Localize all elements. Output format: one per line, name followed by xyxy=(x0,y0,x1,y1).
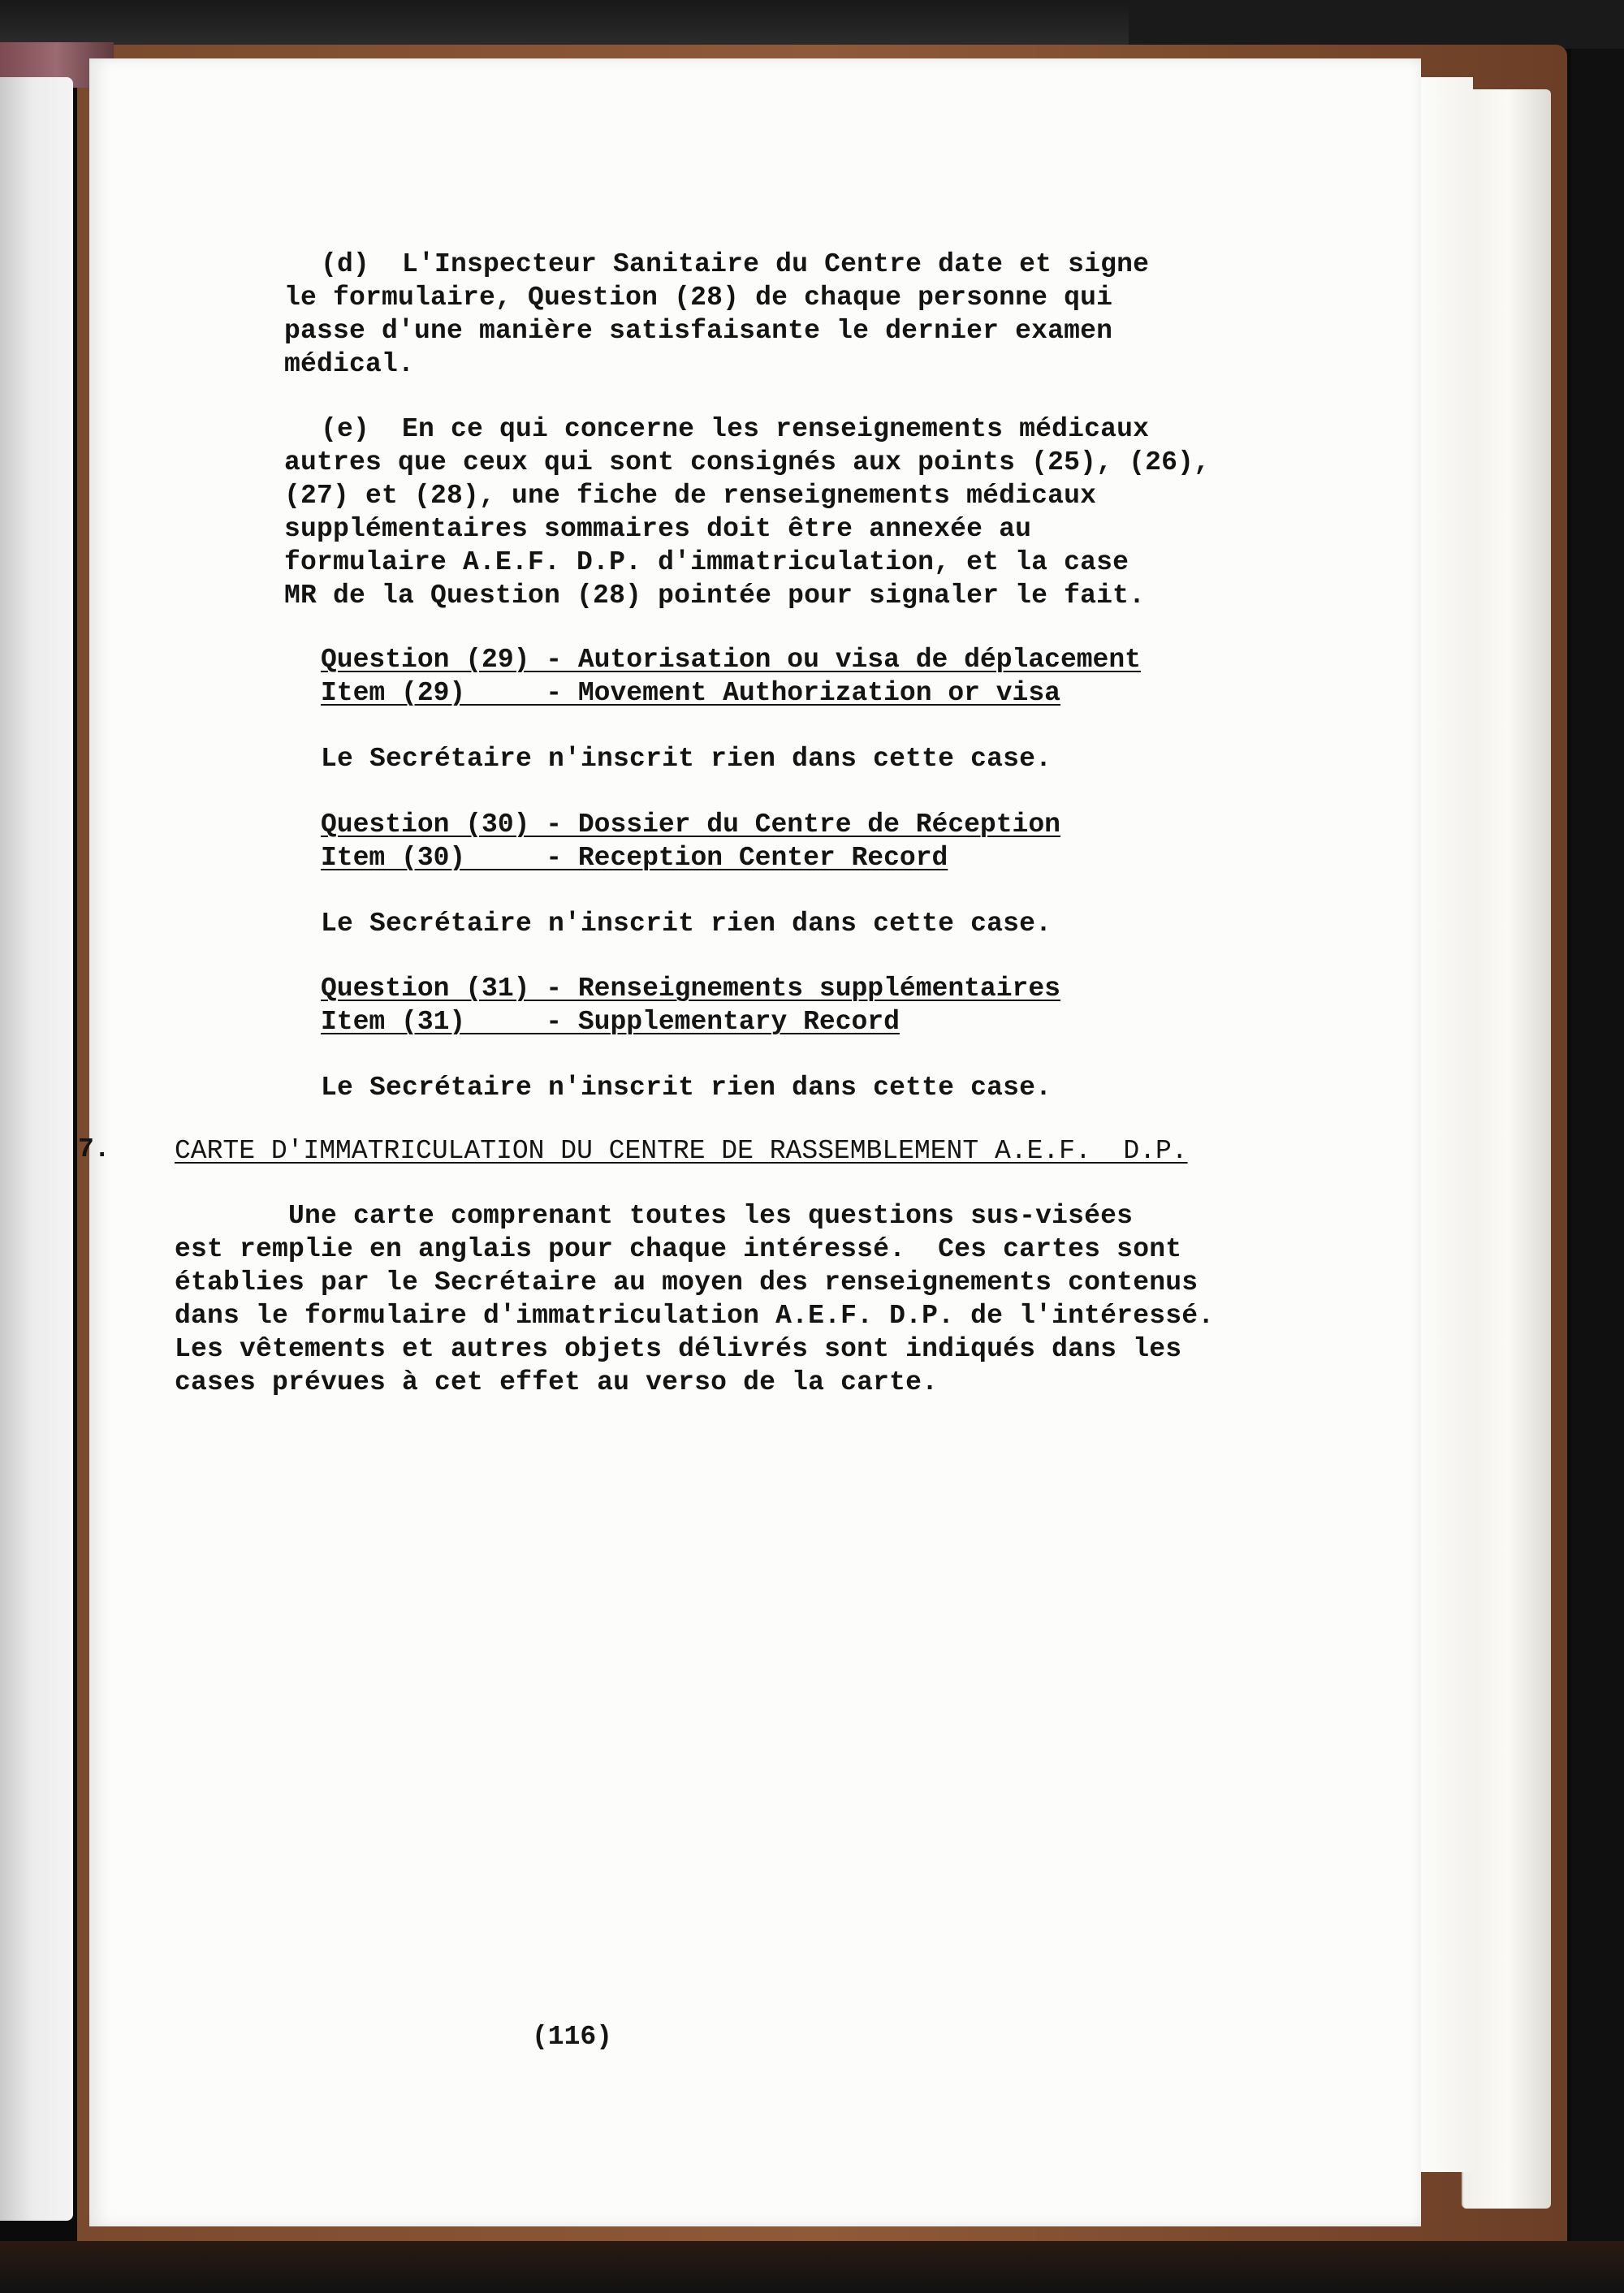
page-stack-edge xyxy=(1462,89,1551,2209)
background-bottom xyxy=(0,2241,1624,2293)
para-carte-line-5: Les vêtements et autres objets délivrés sont indiqués dans les xyxy=(175,1334,1182,1364)
item-31-heading: Item (31) - Supplementary Record xyxy=(321,1007,900,1037)
question-29-note: Le Secrétaire n'inscrit rien dans cette case. xyxy=(321,744,1052,774)
para-carte-line-4: dans le formulaire d'immatriculation A.E.F. D.P. de l'intéressé. xyxy=(175,1301,1215,1331)
para-e-line-5: formulaire A.E.F. D.P. d'immatriculation, et la case xyxy=(284,547,1129,577)
para-carte-line-1: Une carte comprenant toutes les questions sus-visées xyxy=(175,1201,1134,1231)
background-right xyxy=(1571,49,1624,2293)
question-31-note: Le Secrétaire n'inscrit rien dans cette case. xyxy=(321,1073,1052,1103)
para-d-line-2: le formulaire, Question (28) de chaque personne qui xyxy=(284,283,1113,313)
para-d-line-3: passe d'une manière satisfaisante le dernier examen xyxy=(284,316,1113,346)
para-carte-line-3: établies par le Secrétaire au moyen des renseignements contenus xyxy=(175,1267,1199,1298)
question-30-note: Le Secrétaire n'inscrit rien dans cette case. xyxy=(321,909,1052,939)
left-facing-page xyxy=(0,77,73,2221)
para-d-line-1: (d) L'Inspecteur Sanitaire du Centre date et signe xyxy=(321,249,1150,279)
para-e-line-4: supplémentaires sommaires doit être annexée au xyxy=(284,514,1032,544)
para-e-line-6: MR de la Question (28) pointée pour signaler le fait. xyxy=(284,581,1146,611)
page-number: (116) xyxy=(532,2022,613,2052)
background-top-right xyxy=(1129,0,1624,49)
page-stack-edge-inner xyxy=(1413,77,1473,2172)
question-31-heading: Question (31) - Renseignements supplémentaires xyxy=(321,974,1060,1004)
para-carte-line-2: est remplie en anglais pour chaque intéressé. Ces cartes sont xyxy=(175,1234,1182,1264)
para-e-line-1: (e) En ce qui concerne les renseignements médicaux xyxy=(321,414,1150,444)
question-30-heading: Question (30) - Dossier du Centre de Réception xyxy=(321,810,1060,840)
para-d-line-4: médical. xyxy=(284,349,415,379)
para-e-line-2: autres que ceux qui sont consignés aux points (25), (26), xyxy=(284,447,1211,477)
item-30-heading: Item (30) - Reception Center Record xyxy=(321,843,948,873)
para-carte-line-6: cases prévues à cet effet au verso de la carte. xyxy=(175,1367,939,1397)
section-heading: CARTE D'IMMATRICULATION DU CENTRE DE RASSEMBLEMENT A.E.F. D.P. xyxy=(175,1136,1188,1166)
question-29-heading: Question (29) - Autorisation ou visa de déplacement xyxy=(321,645,1141,675)
section-number: 7. xyxy=(78,1134,110,1164)
item-29-heading: Item (29) - Movement Authorization or visa xyxy=(321,678,1060,708)
para-e-line-3: (27) et (28), une fiche de renseignements médicaux xyxy=(284,481,1097,511)
